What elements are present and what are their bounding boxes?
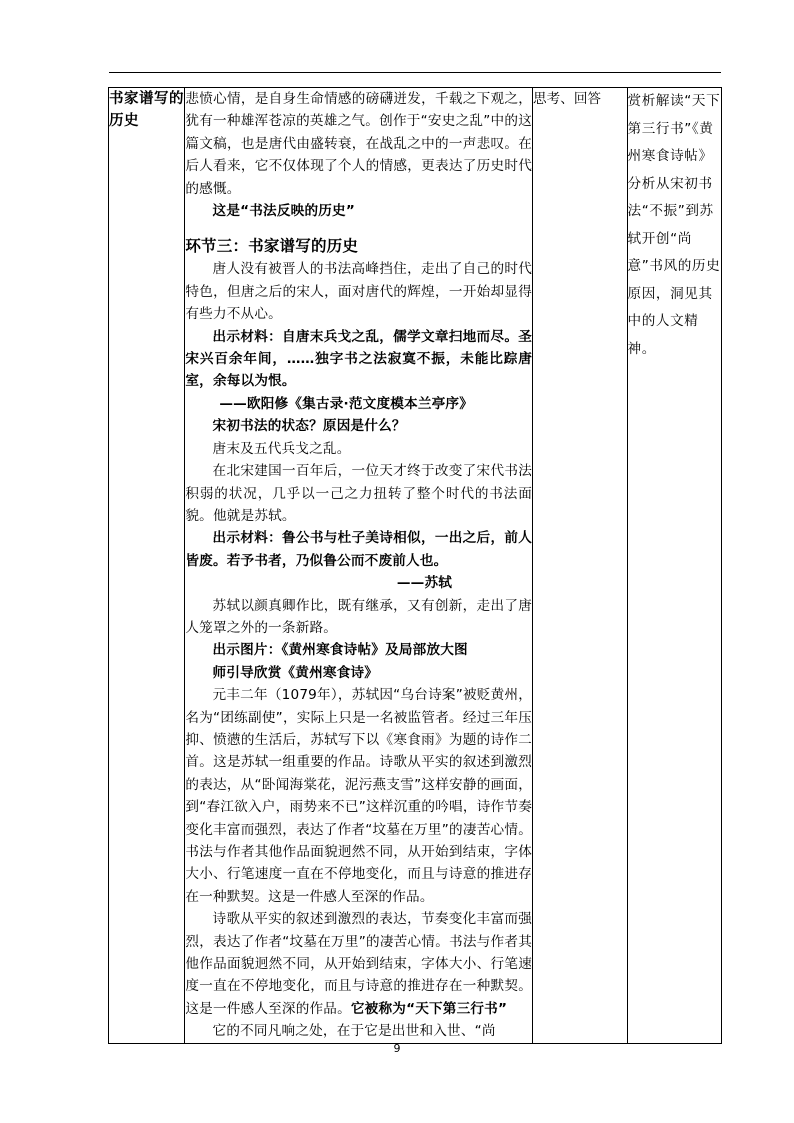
material-quote: 出示材料：鲁公书与杜子美诗相似，一出之后，前人皆废。若予书者，乃似鲁公而不废前人也。 <box>185 530 533 569</box>
answer-text: 唐末及五代兵戈之乱。 <box>212 440 351 457</box>
content-paragraph: 它的不同凡响之处，在于它是出世和入世、“尚 <box>212 1023 496 1040</box>
quote-source: ——欧阳修《集古录·范文度模本兰亭序》 <box>219 395 474 412</box>
content-conclusion: 这是“书法反映的历史” <box>212 203 355 220</box>
teacher-question: 宋初书法的状态？原因是什么？ <box>212 418 406 435</box>
content-paragraph: 悲愤心情，是自身生命情感的磅礴迸发，千载之下观之，犹有一种雄浑苍凉的英雄之气。创作于“安史之乱”中的这篇文稿，也是唐代由盛转衰，在战乱之中的一声悲叹。在后人看来，它不仅体现了个人的情感，更表达了历史时代的感慨。 <box>185 91 533 197</box>
section-heading: 环节三：书家谱写的历史 <box>185 237 359 256</box>
design-intent-cell <box>627 88 722 1044</box>
image-note: 出示图片：《黄州寒食诗帖》及局部放大图 <box>212 642 468 659</box>
content-text: 诗歌从平实的叙述到激烈的表达，节奏变化丰富而强烈，表达了作者“坟墓在万里”的凄苦心情。书法与作者其他作品面貌迥然不同，从开始到结束，字体大小、行笔速度一直在不停地变化，而且与诗意的推进存在一种默契。这是一件感人至深的作品。 <box>185 911 533 1017</box>
content-paragraph: 苏轼以颜真卿作比，既有继承，又有创新，走出了唐人笼罩之外的一条新路。 <box>185 597 533 636</box>
content-paragraph <box>185 908 532 1020</box>
design-intent: 赏析解读“天下第三行书”《黄州寒食诗帖》分析从宋初书法“不振”到苏轼开创“尚意”书风的历史原因，洞见其中的人文精神。 <box>627 93 721 357</box>
content-paragraph: 元丰二年（1079年），苏轼因“乌台诗案”被贬黄州，名为“团练副使”，实际上只是一名被监管者。经过三年压抑、愤懑的生活后，苏轼写下以《寒食雨》为题的诗作二首。这是苏轼一组重要的作品。诗歌从平实的叙述到激烈的表达，从“卧闻海棠花，泥污燕支雪”这样安静的画面，到“春江欲入户，雨势来不已”这样沉重的吟唱，诗作节奏变化丰富而强烈，表达了作者“坟墓在万里”的凄苦心情。书法与作者其他作品面貌迥然不同，从开始到结束，字体大小、行笔速度一直在不停地变化，而且与诗意的推进存在一种默契。这是一件感人至深的作品。 <box>185 687 533 905</box>
quote-source: ——苏轼 <box>396 575 453 592</box>
student-activity-cell <box>533 88 627 1044</box>
content-paragraph: 在北宋建国一百年后，一位天才终于改变了宋代书法积弱的状况，几乎以一己之力扭转了整个时代的书法面貌。他就是苏轼。 <box>185 463 533 524</box>
student-activity: 思考、回答 <box>533 91 602 107</box>
page-number: 9 <box>393 1042 401 1055</box>
material-quote: 出示材料：自唐末兵戈之乱，儒学文章扫地而尽。圣宋兴百余年间，……独字书之法寂寞不振，未能比踪唐室，余每以为恨。 <box>185 328 533 390</box>
section-label-cell <box>109 88 185 1044</box>
section-label: 书家谱写的历史 <box>109 91 184 129</box>
table-row <box>109 88 722 1044</box>
content-emphasis: 它被称为“天下第三行书” <box>350 1000 508 1017</box>
teacher-guide: 师引导欣赏《黄州寒食诗》 <box>212 664 379 681</box>
header-rule <box>109 72 721 73</box>
teaching-content-cell <box>185 88 533 1044</box>
lesson-plan-table <box>108 87 722 1044</box>
content-paragraph: 唐人没有被晋人的书法高峰挡住，走出了自己的时代特色，但唐之后的宋人，面对唐代的辉煌，一开始却显得有些力不从心。 <box>185 261 533 323</box>
